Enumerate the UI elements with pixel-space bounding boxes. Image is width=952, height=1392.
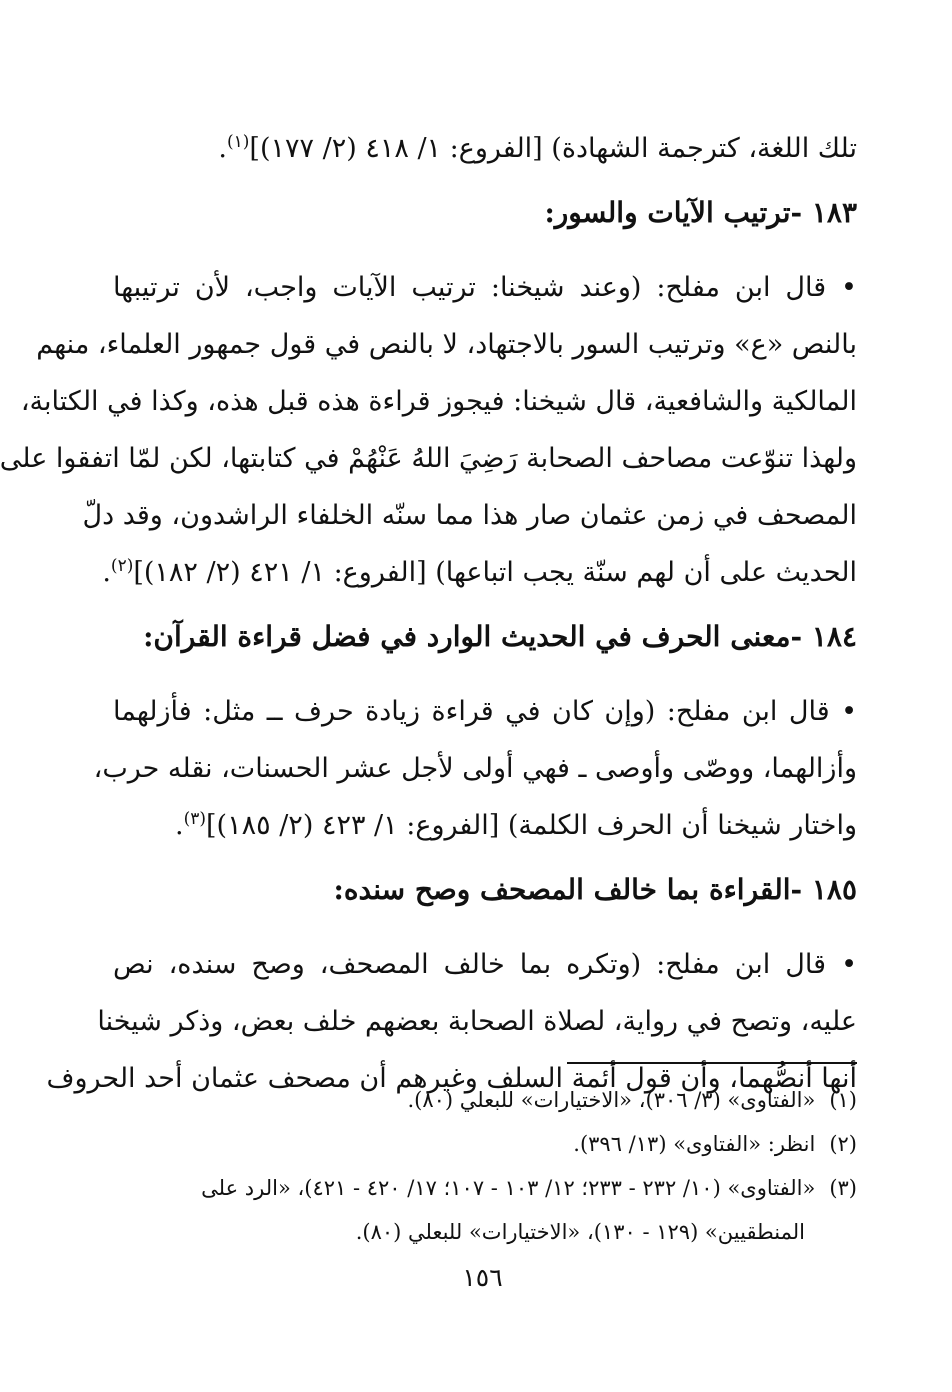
intro-text: تلك اللغة، كترجمة الشهادة) [الفروع: ١/ ٤١٨ (٢/ ١٧٧)]: [249, 133, 857, 164]
footnote-2: [113, 1122, 857, 1166]
footnote-3: [113, 1166, 857, 1210]
paragraph-last-line: [113, 797, 857, 854]
intro-line: [113, 120, 857, 177]
paragraph-line: • قال ابن مفلح: (وتكره بما خالف المصحف، وصح سنده، نص: [113, 949, 857, 980]
footnote-ref-1: (١): [227, 132, 250, 152]
footnotes: [113, 1078, 857, 1254]
paragraph-line: • قال ابن مفلح: (وعند شيخنا: ترتيب الآيات واجب، لأن ترتيبها: [113, 272, 857, 303]
section-heading-184: ١٨٤ -معنى الحرف في الحديث الوارد في فضل قراءة القرآن:: [143, 620, 857, 653]
footnote-1: [113, 1078, 857, 1122]
footnote-ref-2: (٢): [110, 556, 134, 576]
section-heading-183: ١٨٣ -ترتيب الآيات والسور:: [544, 196, 857, 229]
paragraph-line: • قال ابن مفلح: (وإن كان في قراءة زيادة حرف ــ مثل: فأزلهما: [113, 696, 857, 727]
footnote-separator: [567, 1062, 857, 1064]
paragraph-line: ولهذا تنوّعت مصاحف الصحابة رَضِيَ اللهُ عَنْهُمْ في كتابتها، لكن لمّا اتفقوا على: [0, 443, 857, 474]
footnote-number: (٣): [829, 1176, 857, 1200]
paragraph-last-line: [102, 544, 857, 601]
sentence-end: .: [102, 557, 111, 588]
footnote-number: (١): [829, 1088, 857, 1112]
paragraph-line: وأزالهما، ووصّى وأوصى ـ فهي أولى لأجل عشر الحسنات، نقله حرب،: [93, 753, 857, 784]
page-number: ١٥٦: [462, 1263, 503, 1292]
paragraph-line: أنها أنصُّهما، وأن قول أئمة السلف وغيرهم أن مصحف عثمان أحد الحروف: [46, 1063, 857, 1094]
intro-end: .: [218, 133, 227, 164]
footnote-ref-3: (٣): [183, 809, 207, 829]
footnote-number: (٢): [829, 1132, 857, 1156]
footnote-text: «الفتاوى» (١٠/ ٢٣٢ - ٢٣٣؛ ١٢/ ١٠٣ - ١٠٧؛ ١٧/ ٤٢٠ - ٤٢١)، «الرد على: [201, 1176, 816, 1200]
paragraph-text: واختار شيخنا أن الحرف الكلمة) [الفروع: ١/ ٤٢٣ (٢/ ١٨٥)]: [206, 810, 857, 841]
paragraph-text: الحديث على أن لهم سنّة يجب اتباعها) [الفروع: ١/ ٤٢١ (٢/ ١٨٢)]: [133, 557, 857, 588]
footnote-text: «الفتاوى» (٣/ ٣٠٦)، «الاختيارات» للبعلي (٨٠).: [407, 1088, 816, 1112]
page-body: [0, 120, 857, 1107]
sentence-end: .: [175, 810, 184, 841]
footnote-3-continuation: المنطقيين» (١٢٩ - ١٣٠)، «الاختيارات» للبعلي (٨٠).: [355, 1220, 805, 1244]
paragraph-line: المصحف في زمن عثمان صار هذا مما سنّه الخلفاء الراشدون، وقد دلّ: [82, 500, 857, 531]
paragraph-line: المالكية والشافعية، قال شيخنا: فيجوز قراءة هذه قبل هذه، وكذا في الكتابة،: [20, 386, 857, 417]
paragraph-line: عليه، وتصح في رواية، لصلاة الصحابة بعضهم خلف بعض، وذكر شيخنا: [97, 1006, 857, 1037]
section-heading-185: ١٨٥ -القراءة بما خالف المصحف وصح سنده:: [333, 873, 857, 906]
footnote-text: انظر: «الفتاوى» (١٣/ ٣٩٦).: [573, 1132, 816, 1156]
paragraph-line: بالنص «ع» وترتيب السور بالاجتهاد، لا بالنص في قول جمهور العلماء، منهم: [36, 329, 857, 360]
